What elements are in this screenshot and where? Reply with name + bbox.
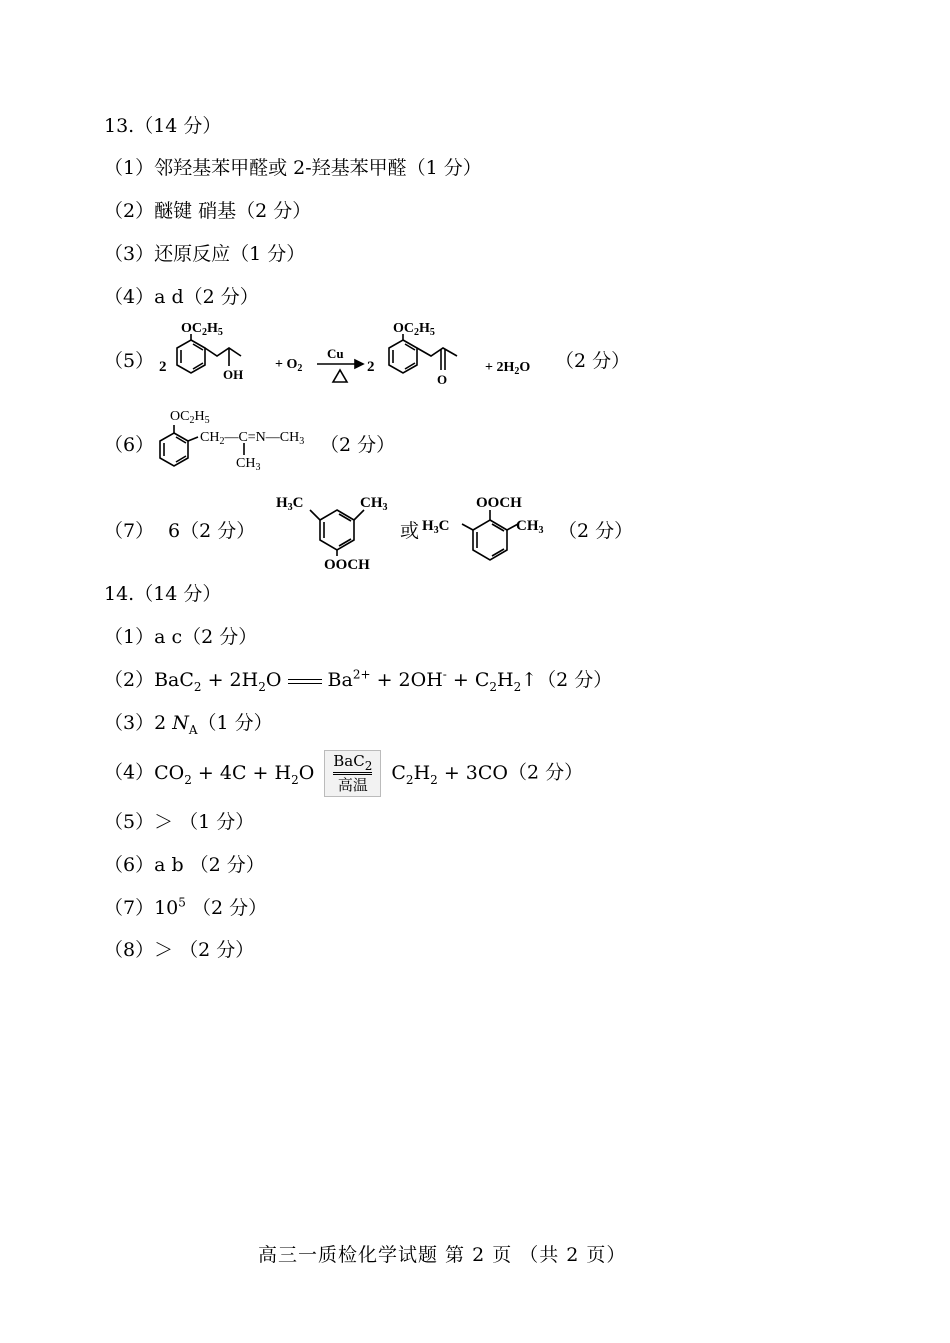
q14-answer-2-equation: $BaC_2 + 2H_2O$ $Ba^{2+} + 2OH^-$ + $C_2H_2↑$ [154,667,538,694]
q14-answer-6: （6）a b （2 分） [104,854,265,876]
q14-answer-4-condition: BaC$_2$ 高温 [324,750,381,797]
q14-answer-7: $(7)10^5$ （2 分） [104,895,268,919]
svg-text:OC2H5: $OC_2H_5$ [393,321,435,338]
q14-answer-3-label: （3）2 [104,712,173,734]
svg-text:2: 2 [367,359,375,375]
q13-answer-6-structure [150,405,330,480]
svg-text:H3C: $H_3C$ [276,495,304,513]
q14-answer-2-score: （2 分） [537,669,613,691]
q14-answer-3 [104,711,273,735]
q14-answer-4-label: （4） [104,761,155,784]
q13-answer-6-score: （2 分） [320,434,396,456]
svg-text:+ 2H2O: + $2H_2O$ [485,360,531,377]
q13-answer-5-score: （2 分） [555,350,631,372]
q13-answer-7-text: 6（2 分） [168,520,256,542]
q13-answer-7-label: （7） [104,520,155,542]
q13-answer-2: （2）醚键 硝基（2 分） [104,200,312,222]
q14-answer-7-exponent: 5 [178,895,186,910]
q13-answer-7-score: （2 分） [558,520,634,542]
coef-2: 2 [159,359,167,375]
svg-text:CH3: $CH_3$ [516,518,544,536]
q14-answer-4-score: （2 分） [507,761,584,784]
svg-text:OC2H5: $OC_2H_5$ [181,321,223,338]
q13-answer-7-structure-a [272,490,402,572]
svg-text:O: O [437,372,448,387]
q14-answer-1: （1）a c（2 分） [104,626,258,648]
q13-answer-1: （1）邻羟基苯甲醛或 2-羟基苯甲醛（1 分） [104,157,482,179]
svg-text:OC2H5: $OC_2H_5$ [170,409,210,426]
svg-text:CH2—C=N—CH3: $CH_2—C=N—CH_3$ [200,430,305,447]
q13-answer-4: （4）a d（2 分） [104,286,259,308]
page-footer: 高三一质检化学试题 第 2 页 （共 2 页） [258,1244,627,1266]
q13-answer-7-or: 或 [400,520,420,542]
q14-answer-4-lhs: $CO_2 + 4C + H_2O$ [154,761,315,787]
q14-answer-2-label: （2） [104,669,155,691]
svg-text:+ O2: + $O_2$ [275,357,303,374]
q13-heading: 13.（14 分） [104,115,222,137]
q13-answer-7-structure-b [420,490,560,572]
q13-answer-3: （3）还原反应（1 分） [104,243,306,265]
q14-answer-3-na: N [172,712,189,734]
q14-heading: 14.（14 分） [104,583,222,605]
q14-answer-3-score: （1 分） [197,712,273,734]
svg-text:Cu: Cu [327,346,344,361]
svg-text:H3C: $H_3C$ [422,518,450,536]
q14-answer-5: （5）＞ （1 分） [104,811,255,833]
q13-answer-6-label: （6） [104,434,155,456]
q14-answer-4 [104,750,583,797]
svg-text:CH3: $CH_3$ [360,495,388,513]
svg-text:OOCH: OOCH [324,557,370,573]
svg-text:OH: OH [223,367,244,382]
svg-text:CH3: $CH_3$ [236,456,261,473]
q14-answer-3-na-sub: A [188,722,198,737]
q14-answer-2 [104,668,612,692]
q14-answer-8: （8）＞ （2 分） [104,939,255,961]
q14-answer-4-rhs: $C_2H_2 + 3CO$ [391,761,508,787]
svg-text:OOCH: OOCH [476,495,522,511]
q13-answer-5-label: （5） [104,350,155,372]
